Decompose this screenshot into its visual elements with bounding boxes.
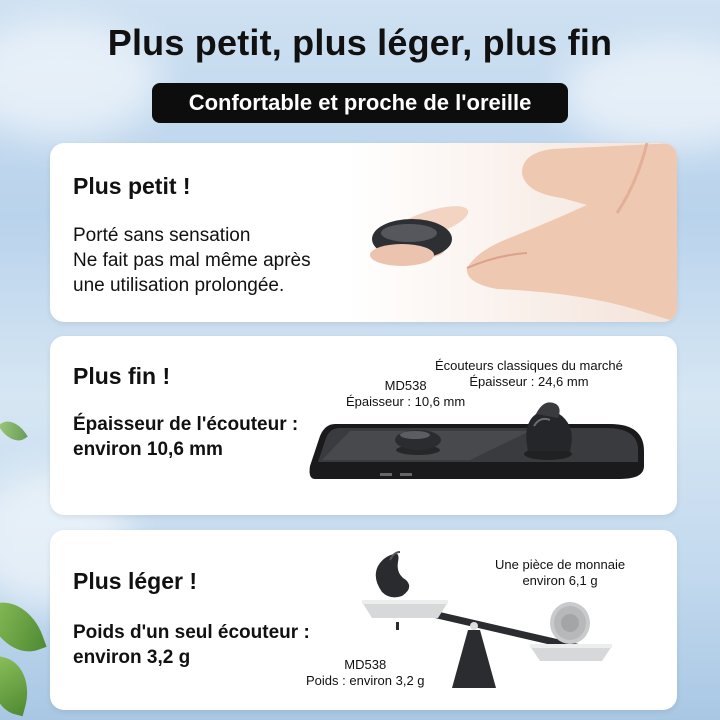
card-description: Poids d'un seul écouteur : environ 3,2 g <box>73 622 310 668</box>
hand-photo <box>347 143 677 322</box>
card-description: Porté sans sensation Ne fait pas mal même après une utilisation prolongée. <box>73 225 311 296</box>
hand-holding-earbud-illustration <box>347 143 677 322</box>
card-title: Plus léger ! <box>73 568 197 594</box>
earbud-on-scale <box>376 554 409 598</box>
subtitle-badge: Confortable et proche de l'oreille <box>152 83 568 123</box>
page-title: Plus petit, plus léger, plus fin <box>107 22 613 63</box>
classic-thickness-label: Écouteurs classiques du marché Épaisseur : 24,6 mm <box>435 358 623 389</box>
card-thinner <box>50 336 677 515</box>
card-title: Plus petit ! <box>73 173 191 199</box>
coin-weight-label: Une pièce de monnaie environ 6,1 g <box>495 557 626 588</box>
leaf-decoration <box>0 415 28 447</box>
phone-comparison-illustration <box>50 336 677 515</box>
left-pan <box>362 602 448 618</box>
leaf-decoration <box>0 656 36 717</box>
card-lighter <box>50 530 677 710</box>
classic-earbud <box>526 410 572 451</box>
scale-base <box>452 630 496 688</box>
md538-weight-label: MD538 Poids : environ 3,2 g <box>306 657 425 688</box>
right-pan <box>530 646 612 661</box>
card-title: Plus fin ! <box>73 363 171 389</box>
card-description: Épaisseur de l'écouteur : environ 10,6 mm <box>73 414 299 460</box>
card-smaller <box>50 143 677 322</box>
md538-thickness-label: MD538 Épaisseur : 10,6 mm <box>346 378 466 409</box>
balance-scale-illustration <box>50 530 677 710</box>
